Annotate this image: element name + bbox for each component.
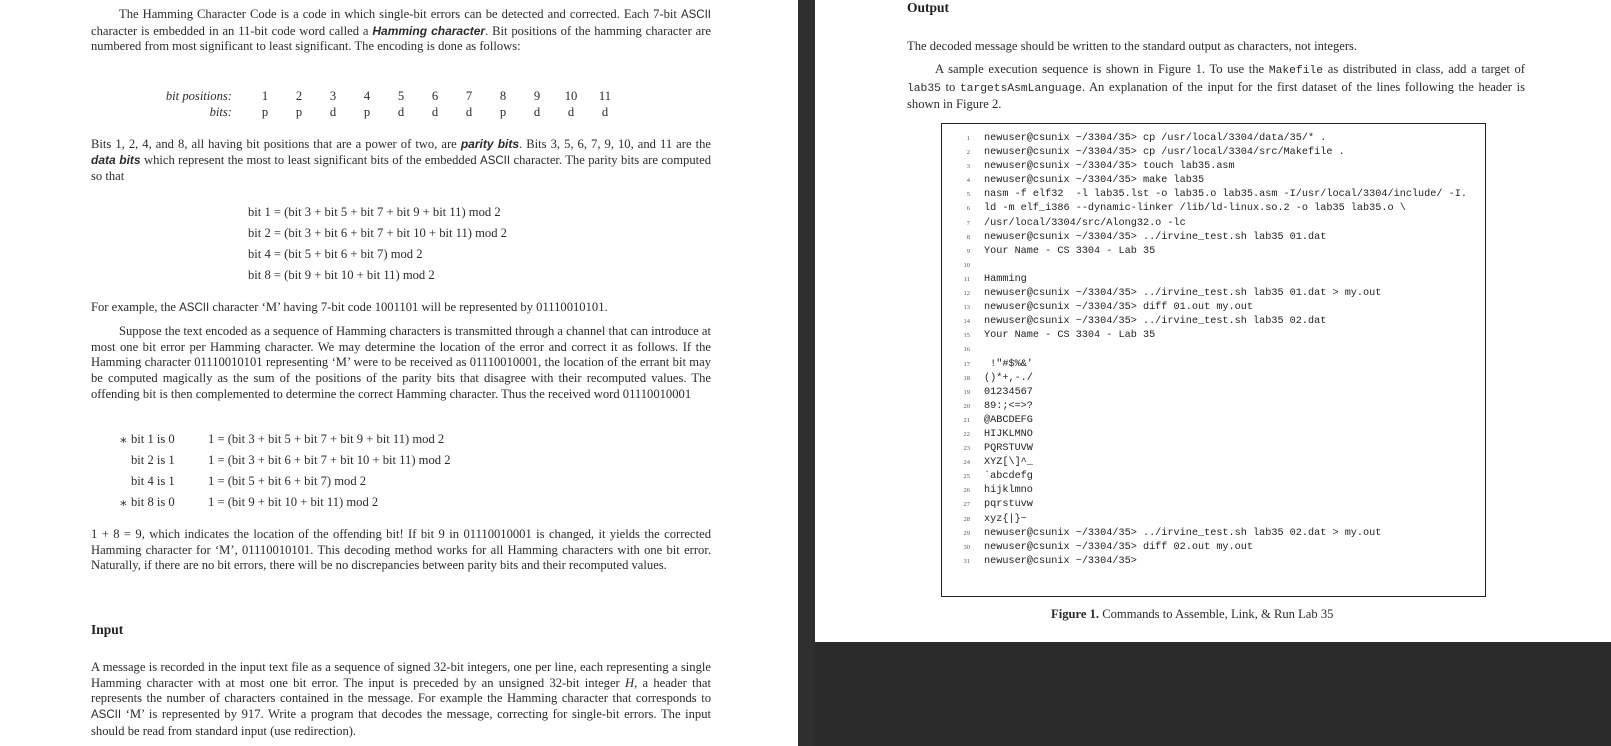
line-text: newuser@csunix ~/3304/35> make lab35 [984,175,1205,187]
parity-equation: bit 2 = (bit 3 + bit 6 + bit 7 + bit 10 + bit 11) mod 2 [248,226,507,240]
sample-text-c: to [945,79,956,94]
bit-position-cell: 1 [261,88,269,103]
line-text: @ABCDEFG [984,414,1033,426]
intro-paragraph [91,7,711,55]
parity-equation: bit 8 = (bit 9 + bit 10 + bit 11) mod 2 [248,268,435,282]
intro-text-1: The Hamming Character Code is a code in which single-bit errors can be detected and corrected. Each 7-bit [119,7,677,21]
line-number: 18 [963,374,970,382]
input-paragraph [91,660,711,740]
line-number: 23 [963,445,970,453]
bit-position-cell: 9 [533,88,541,103]
parity-equation: bit 4 = (bit 5 + bit 6 + bit 7) mod 2 [248,247,423,261]
figure-label: Figure 1. [1051,607,1100,621]
listing-line [942,302,1482,316]
makefile-code: Makefile [1268,65,1324,77]
line-text: ()*+,-./ [984,372,1033,384]
bit-position-table [152,88,622,120]
listing-line [942,415,1482,429]
bit-position-cell: 8 [499,88,507,103]
sample-paragraph [907,62,1525,113]
parity-text-a: Bits 1, 2, 4, and 8, all having bit positions that are a power of two, are [91,137,457,151]
listing-line [942,274,1482,288]
bit-position-cell: 4 [363,88,371,103]
left-page [0,0,798,746]
listing-line [942,542,1482,556]
listing-line [942,344,1482,358]
line-number: 22 [963,430,970,438]
line-number: 26 [963,487,970,495]
viewer-background [815,642,1611,746]
listing-line [942,556,1482,570]
line-text: /usr/local/3304/src/Along32.o -lc [984,217,1186,229]
line-text: newuser@csunix ~/3304/35> touch lab35.asm [984,161,1235,173]
parity-text-d: character. The parity bits are computed so that [91,152,712,184]
line-text: HIJKLMNO [984,428,1033,440]
suppose-text: Suppose the text encoded as a sequence of Hamming characters is transmitted through a channel that can introduce at most one bit error per Hamming character. We may determine the location of the error and correct it as follows. If the Hamming character 01110010101 representing ‘M’ were to be received as 01110010001, the location of the errant bit may be computed magically as the sum of the positions of the parity bits that disagree with their recomputed values. The offending bit is then complemented to determine the correct Hamming character. Thus the received word 01110010001 [91,324,711,401]
output-heading: Output [907,0,950,15]
line-number: 20 [963,402,970,410]
bit-type-cell: p [499,104,507,119]
line-number: 7 [966,219,970,227]
line-text: newuser@csunix ~/3304/35> cp /usr/local/3304/data/35/* . [984,133,1327,144]
suppose-paragraph [91,324,711,403]
intro-text-2: character is embedded in an 11-bit code word called a [91,23,369,38]
ascii-label: ASCII [91,709,122,722]
input-text-c: ‘M’ is represented by 917. Write a program that decodes the message, correcting for single-bit errors. The input should be read from standard input (use redirection). [91,707,711,738]
evaluation-expression: 1 = (bit 3 + bit 6 + bit 7 + bit 10 + bit 11) mod 2 [208,453,451,467]
line-text: newuser@csunix ~/3304/35> ../irvine_test.sh lab35 01.dat [984,231,1327,243]
right-page [815,0,1611,642]
bit-type-cell: p [295,104,303,119]
line-text: newuser@csunix ~/3304/35> diff 01.out my.out [984,302,1253,314]
evaluation-row [119,432,539,453]
bit-type-cell: d [329,104,337,119]
header-variable: H [625,675,635,690]
parity-equation: bit 1 = (bit 3 + bit 5 + bit 7 + bit 9 + bit 11) mod 2 [248,205,501,219]
target-code: targetsAsmLanguage [959,82,1082,95]
line-text: newuser@csunix ~/3304/35> ../irvine_test.sh lab35 01.dat > my.out [984,288,1382,300]
line-number: 29 [963,529,970,537]
line-number: 30 [963,543,970,551]
input-heading: Input [91,622,124,637]
sample-text-a: A sample execution sequence is shown in Figure 1. To use the [935,62,1265,76]
line-number: 16 [963,346,970,354]
listing-line [942,189,1482,203]
line-text: PQRSTUVW [984,443,1033,455]
line-text: newuser@csunix ~/3304/35> ../irvine_test.sh lab35 02.dat > my.out [984,527,1382,539]
listing-line [942,457,1482,471]
sample-text-d: . An explanation of the input for the first dataset of the lines following the header is shown in Figure 2. [907,79,1525,112]
listing-line [942,471,1482,485]
line-number: 3 [966,163,970,171]
bit-positions-label: bit positions: [165,88,232,103]
parity-bits-term: parity bits [460,137,520,151]
evaluation-label: bit 2 is 1 [131,453,175,467]
bit-position-cell: 11 [598,88,612,103]
line-text: newuser@csunix ~/3304/35> ../irvine_test.sh lab35 02.dat [984,316,1327,328]
bits-label: bits: [209,104,232,119]
input-text-a: A message is recorded in the input text file as a sequence of signed 32-bit integers, one per line, each representing a single Hamming character with at most one bit error. The input is preceded by an unsigned 32-bit integer [91,660,711,690]
bit-position-cell: 10 [564,88,578,103]
line-text: XYZ[\]^_ [984,457,1033,469]
bit-type-cell: d [431,104,439,119]
line-number: 8 [966,233,970,241]
line-number: 10 [963,261,970,269]
line-number: 13 [963,304,970,312]
parity-evaluations [119,432,539,516]
listing-line [942,429,1482,443]
line-text: !"#$%&' [984,358,1033,370]
listing-line [942,260,1482,274]
line-text: nasm -f elf32 -l lab35.lst -o lab35.o lab35.asm -I/usr/local/3304/include/ -I. [984,189,1467,201]
line-number: 27 [963,501,970,509]
line-text: newuser@csunix ~/3304/35> diff 02.out my.out [984,541,1253,553]
listing-line [942,359,1482,373]
line-text: Your Name - CS 3304 - Lab 35 [984,245,1156,257]
sample-text-b: as distributed in class, add a target of [1327,62,1525,76]
line-number: 2 [966,149,970,157]
ascii-label: ASCII [480,154,511,167]
line-number: 4 [966,177,970,185]
line-text: xyz{|}~ [984,513,1027,525]
lab35-code: lab35 [907,82,941,95]
listing-line [942,161,1482,175]
listing-line [942,288,1482,302]
bit-positions-row [152,88,622,104]
example-text-b: character ‘M’ having 7-bit code 1001101 will be represented by 01110010101. [212,300,608,314]
bit-type-cell: d [397,104,405,119]
bit-type-cell: d [567,104,575,119]
evaluation-label: bit 1 is 0 [131,432,175,446]
listing-line [942,373,1482,387]
line-number: 11 [963,275,970,283]
listing-line [942,232,1482,246]
line-number: 28 [963,515,970,523]
parity-paragraph [91,137,711,185]
bit-type-cell: p [261,104,269,119]
line-number: 12 [963,290,970,298]
listing-line [942,330,1482,344]
listing-line [942,485,1482,499]
listing-line [942,218,1482,232]
bit-type-cell: d [601,104,609,119]
bit-position-cell: 3 [329,88,337,103]
line-text: pqrstuvw [984,499,1033,511]
bit-type-cell: d [465,104,473,119]
evaluation-expression: 1 = (bit 9 + bit 10 + bit 11) mod 2 [208,495,379,509]
line-number: 31 [963,557,970,565]
evaluation-expression: 1 = (bit 3 + bit 5 + bit 7 + bit 9 + bit 11) mod 2 [208,432,445,446]
line-number: 9 [966,247,970,255]
listing-line [942,175,1482,189]
parity-text-b: . Bits 3, 5, 6, 7, 9, 10, and 11 are the [519,137,711,151]
figure-caption-text: Commands to Assemble, Link, & Run Lab 35 [1102,607,1334,621]
line-number: 19 [963,388,970,396]
line-text: newuser@csunix ~/3304/35> [984,555,1137,567]
listing-line [942,316,1482,330]
listing-line [942,401,1482,415]
terminal-listing [942,133,1482,570]
evaluation-label: bit 4 is 1 [131,474,175,488]
line-text: 01234567 [984,386,1033,398]
parity-text-c: which represent the most to least significant bits of the embedded [144,152,477,167]
listing-line [942,203,1482,217]
terminal-listing-box [941,123,1486,597]
line-text: ld -m elf_i386 --dynamic-linker /lib/ld-linux.so.2 -o lab35 lab35.o \ [984,203,1406,215]
bit-position-cell: 6 [431,88,439,103]
line-number: 6 [966,205,970,213]
line-text: hijklmno [984,485,1033,497]
page-divider [798,0,815,746]
line-text: Your Name - CS 3304 - Lab 35 [984,330,1156,342]
data-bits-term: data bits [91,152,141,167]
mismatch-marker: ∗ [119,496,128,510]
listing-line [942,499,1482,513]
evaluation-row [119,453,539,474]
line-number: 5 [966,191,970,199]
evaluation-label: bit 8 is 0 [131,495,175,509]
output-paragraph [907,39,1537,55]
bit-type-cell: p [363,104,371,119]
listing-line [942,443,1482,457]
line-number: 14 [963,318,970,326]
line-text: newuser@csunix ~/3304/35> cp /usr/local/3304/src/Makefile . [984,147,1345,159]
figure-caption [1051,607,1471,623]
ascii-label: ASCII [179,302,210,314]
output-text: The decoded message should be written to the standard output as characters, not integers. [907,39,1358,53]
listing-line [942,387,1482,401]
listing-line [942,246,1482,260]
line-number: 17 [963,360,970,368]
ascii-label: ASCII [680,9,711,21]
conclusion-paragraph [91,527,711,574]
bit-types-row [152,104,622,120]
listing-line [942,514,1482,528]
listing-line [942,133,1482,147]
line-number: 24 [963,459,970,467]
example-paragraph [91,300,731,317]
mismatch-marker: ∗ [119,433,128,447]
line-number: 1 [966,135,970,142]
conclusion-text: 1 + 8 = 9, which indicates the location of the offending bit! If bit 9 in 01110010001 is changed, it yields the corrected Hamming character for ‘M’, 01110010101. This decoding method works for all Hamming characters with one bit error. Naturally, if there are no bit errors, there will be no discrepancies between parity bits and their recomputed values. [91,527,711,573]
line-number: 21 [963,416,970,424]
evaluation-row [119,474,539,495]
line-text: 89:;<=>? [984,400,1033,412]
line-text: `abcdefg [984,471,1033,483]
bit-position-cell: 2 [295,88,303,103]
bit-position-cell: 7 [465,88,473,103]
bit-type-cell: d [533,104,541,119]
example-text-a: For example, the [91,300,176,314]
line-number: 25 [963,473,970,481]
line-text: Hamming [984,273,1027,285]
parity-equations [248,202,507,286]
hamming-character-term: Hamming character [372,23,486,38]
listing-line [942,147,1482,161]
intro-text-3: . Bit positions of the hamming character are numbered from most significant to least significant. The encoding is done as follows: [91,23,712,54]
listing-line [942,528,1482,542]
bit-position-cell: 5 [397,88,405,103]
input-text-b: , a header that represents the number of characters contained in the message. For example the Hamming character that corresponds to [91,675,711,706]
evaluation-expression: 1 = (bit 5 + bit 6 + bit 7) mod 2 [208,474,367,488]
line-number: 15 [963,332,970,340]
evaluation-row [119,495,539,516]
